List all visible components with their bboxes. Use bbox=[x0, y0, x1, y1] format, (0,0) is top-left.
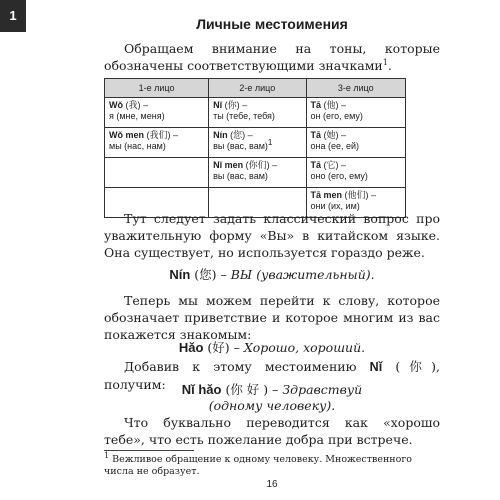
polite-form-paragraph: Тут следует задать классический вопрос про уважительную форму «Вы» в китайском языке. Она существует, но используется гораздо реже. bbox=[104, 211, 440, 260]
table-cell: Tā (它) – оно (его, ему) bbox=[306, 158, 405, 188]
table-header: 2-е лицо bbox=[209, 79, 306, 98]
table-row bbox=[105, 98, 406, 128]
table-cell: Tā men (他们) – они (их, им) bbox=[306, 188, 405, 218]
table-cell: Tā (她) – она (ее, ей) bbox=[306, 128, 405, 158]
footnote-rule bbox=[104, 450, 194, 451]
footnote: $^1$ Вежливое обращение к одному человеку. Множественного числа не образует. bbox=[104, 450, 413, 477]
pronoun-table bbox=[104, 78, 406, 218]
example-nihao: Nǐ hǎo (你 好 ) – Здравствуй (одному человеку). bbox=[181, 382, 363, 413]
chapter-tab-rule bbox=[0, 30, 26, 32]
table-cell: Nín (您) – вы (вас, вам)$^1$ bbox=[209, 128, 306, 158]
table-row bbox=[105, 158, 406, 188]
table-cell: Nǐ men (你们) – вы (вас, вам) bbox=[209, 158, 306, 188]
add-pronoun-paragraph: Добавив к этому местоимению Nǐ (你), получим: bbox=[104, 359, 440, 392]
greeting-paragraph: Теперь мы можем перейти к слову, которое обозначает приветствие и которое многим из вас покажется знакомым: bbox=[104, 293, 440, 342]
intro-paragraph: Обращаем внимание на тоны, которые обозначены соответствующими значками$^1$. bbox=[104, 41, 440, 73]
table-cell: Tā (他) – он (его, ему) bbox=[306, 98, 405, 128]
example-hao: Hǎo (好) – Хорошо, хороший. bbox=[178, 340, 366, 355]
table-cell bbox=[105, 158, 209, 188]
table-header: 1-е лицо bbox=[105, 79, 209, 98]
table-row bbox=[105, 128, 406, 158]
table-cell: Wǒ (我) – я (мне, меня) bbox=[105, 98, 209, 128]
table-cell: Wǒ men (我们) – мы (нас, нам) bbox=[105, 128, 209, 158]
table-cell: Nǐ (你) – ты (тебе, тебя) bbox=[209, 98, 306, 128]
section-title: Личные местоимения bbox=[196, 16, 348, 32]
page bbox=[104, 0, 440, 500]
table-header: 3-е лицо bbox=[306, 79, 405, 98]
chapter-tab: 1 bbox=[0, 0, 26, 30]
example-nin: Nín (您) – ВЫ (уважительный). bbox=[169, 267, 375, 282]
page-number: 16 bbox=[266, 479, 278, 490]
literal-meaning-paragraph: Что буквально переводится как «хорошо тебе», что есть пожелание добра при встрече. bbox=[104, 415, 440, 447]
